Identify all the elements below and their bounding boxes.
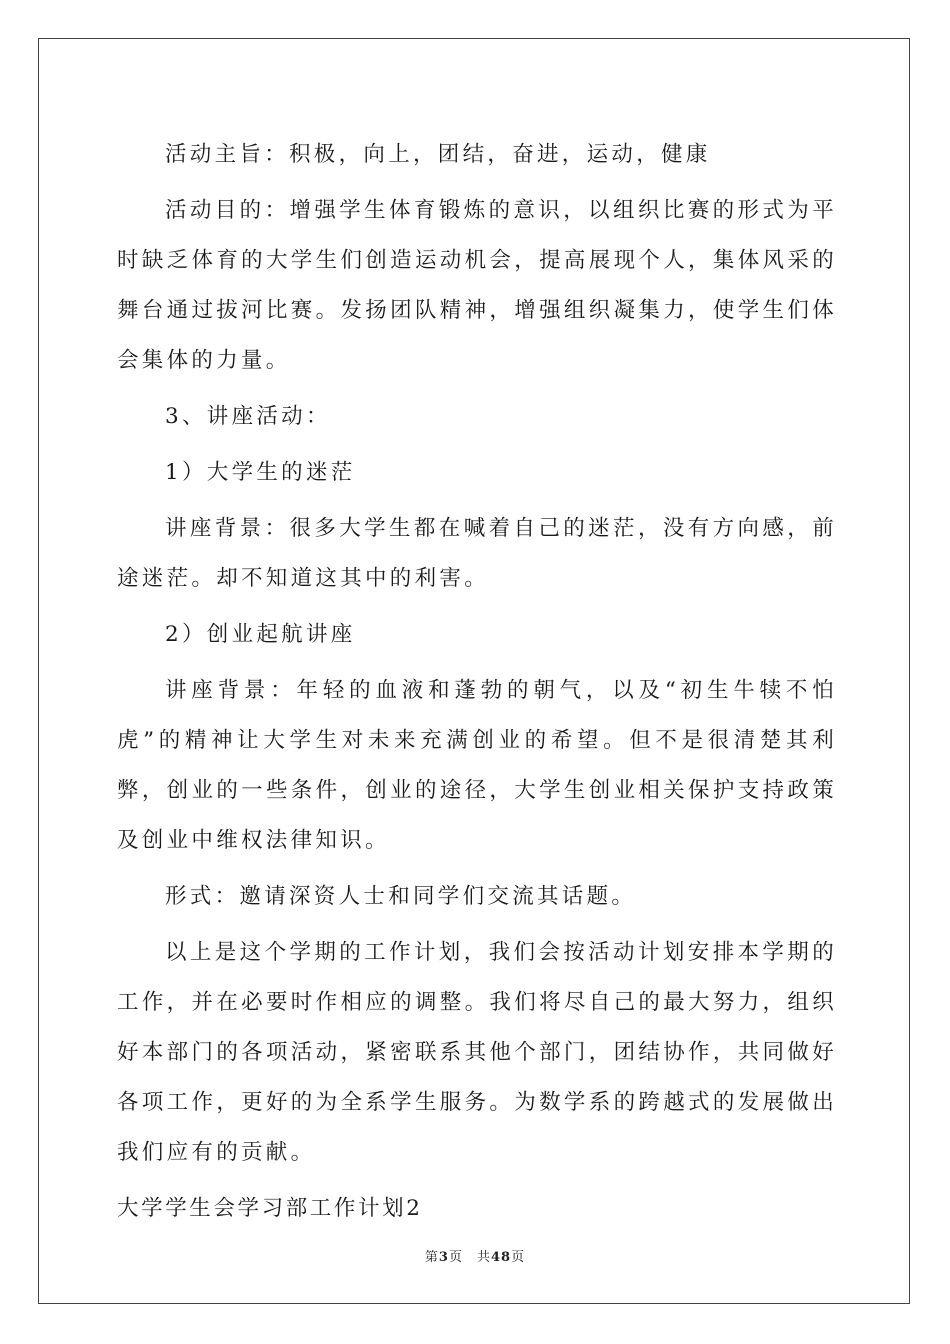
paragraph-lecture-1-background: 讲座背景：很多大学生都在喊着自己的迷茫，没有方向感，前途迷茫。却不知道这其中的利害。 xyxy=(117,516,837,591)
footer-total-pages: 48 xyxy=(490,1250,512,1265)
paragraph-lecture-1-title: 1）大学生的迷茫 xyxy=(165,460,356,485)
paragraph-lecture-2-title: 2）创业起航讲座 xyxy=(165,622,356,647)
footer-total-prefix: 共 xyxy=(476,1250,491,1265)
footer-page-number: 3 xyxy=(438,1250,449,1265)
paragraph-lecture-format: 形式：邀请深资人士和同学们交流其话题。 xyxy=(165,884,637,909)
paragraph-lecture-activities: 3、讲座活动： xyxy=(165,404,331,429)
paragraph-summary: 以上是这个学期的工作计划，我们会按活动计划安排本学期的工作，并在必要时作相应的调整。我们将尽自己的最大努力，组织好本部门的各项活动，紧密联系其他个部门，团结协作，共同做好各项工作，更好的为全系学生服务。为数学系的跨越式的发展做出我们应有的贡献。 xyxy=(117,940,837,1165)
paragraph-lecture-2-background: 讲座背景：年轻的血液和蓬勃的朝气，以及“初生牛犊不怕虎”的精神让大学生对未来充满创业的希望。但不是很清楚其利弊，创业的一些条件，创业的途径，大学生创业相关保护支持政策及创业中维权法律知识。 xyxy=(117,678,837,853)
footer-page-suffix: 页 xyxy=(448,1250,463,1265)
footer-page-prefix: 第 xyxy=(424,1250,439,1265)
paragraph-activity-purpose: 活动目的：增强学生体育锻炼的意识，以组织比赛的形式为平时缺乏体育的大学生们创造运动机会，提高展现个人，集体风采的舞台通过拔河比赛。发扬团队精神，增强组织凝集力，使学生们体会集体的力量。 xyxy=(117,198,837,373)
footer-total-suffix: 页 xyxy=(511,1250,526,1265)
section-heading: 大学学生会学习部工作计划2 xyxy=(117,1196,423,1221)
document-body xyxy=(117,130,837,1234)
page-footer xyxy=(0,1246,950,1265)
paragraph-activity-theme: 活动主旨：积极，向上，团结，奋进，运动，健康 xyxy=(165,142,711,167)
